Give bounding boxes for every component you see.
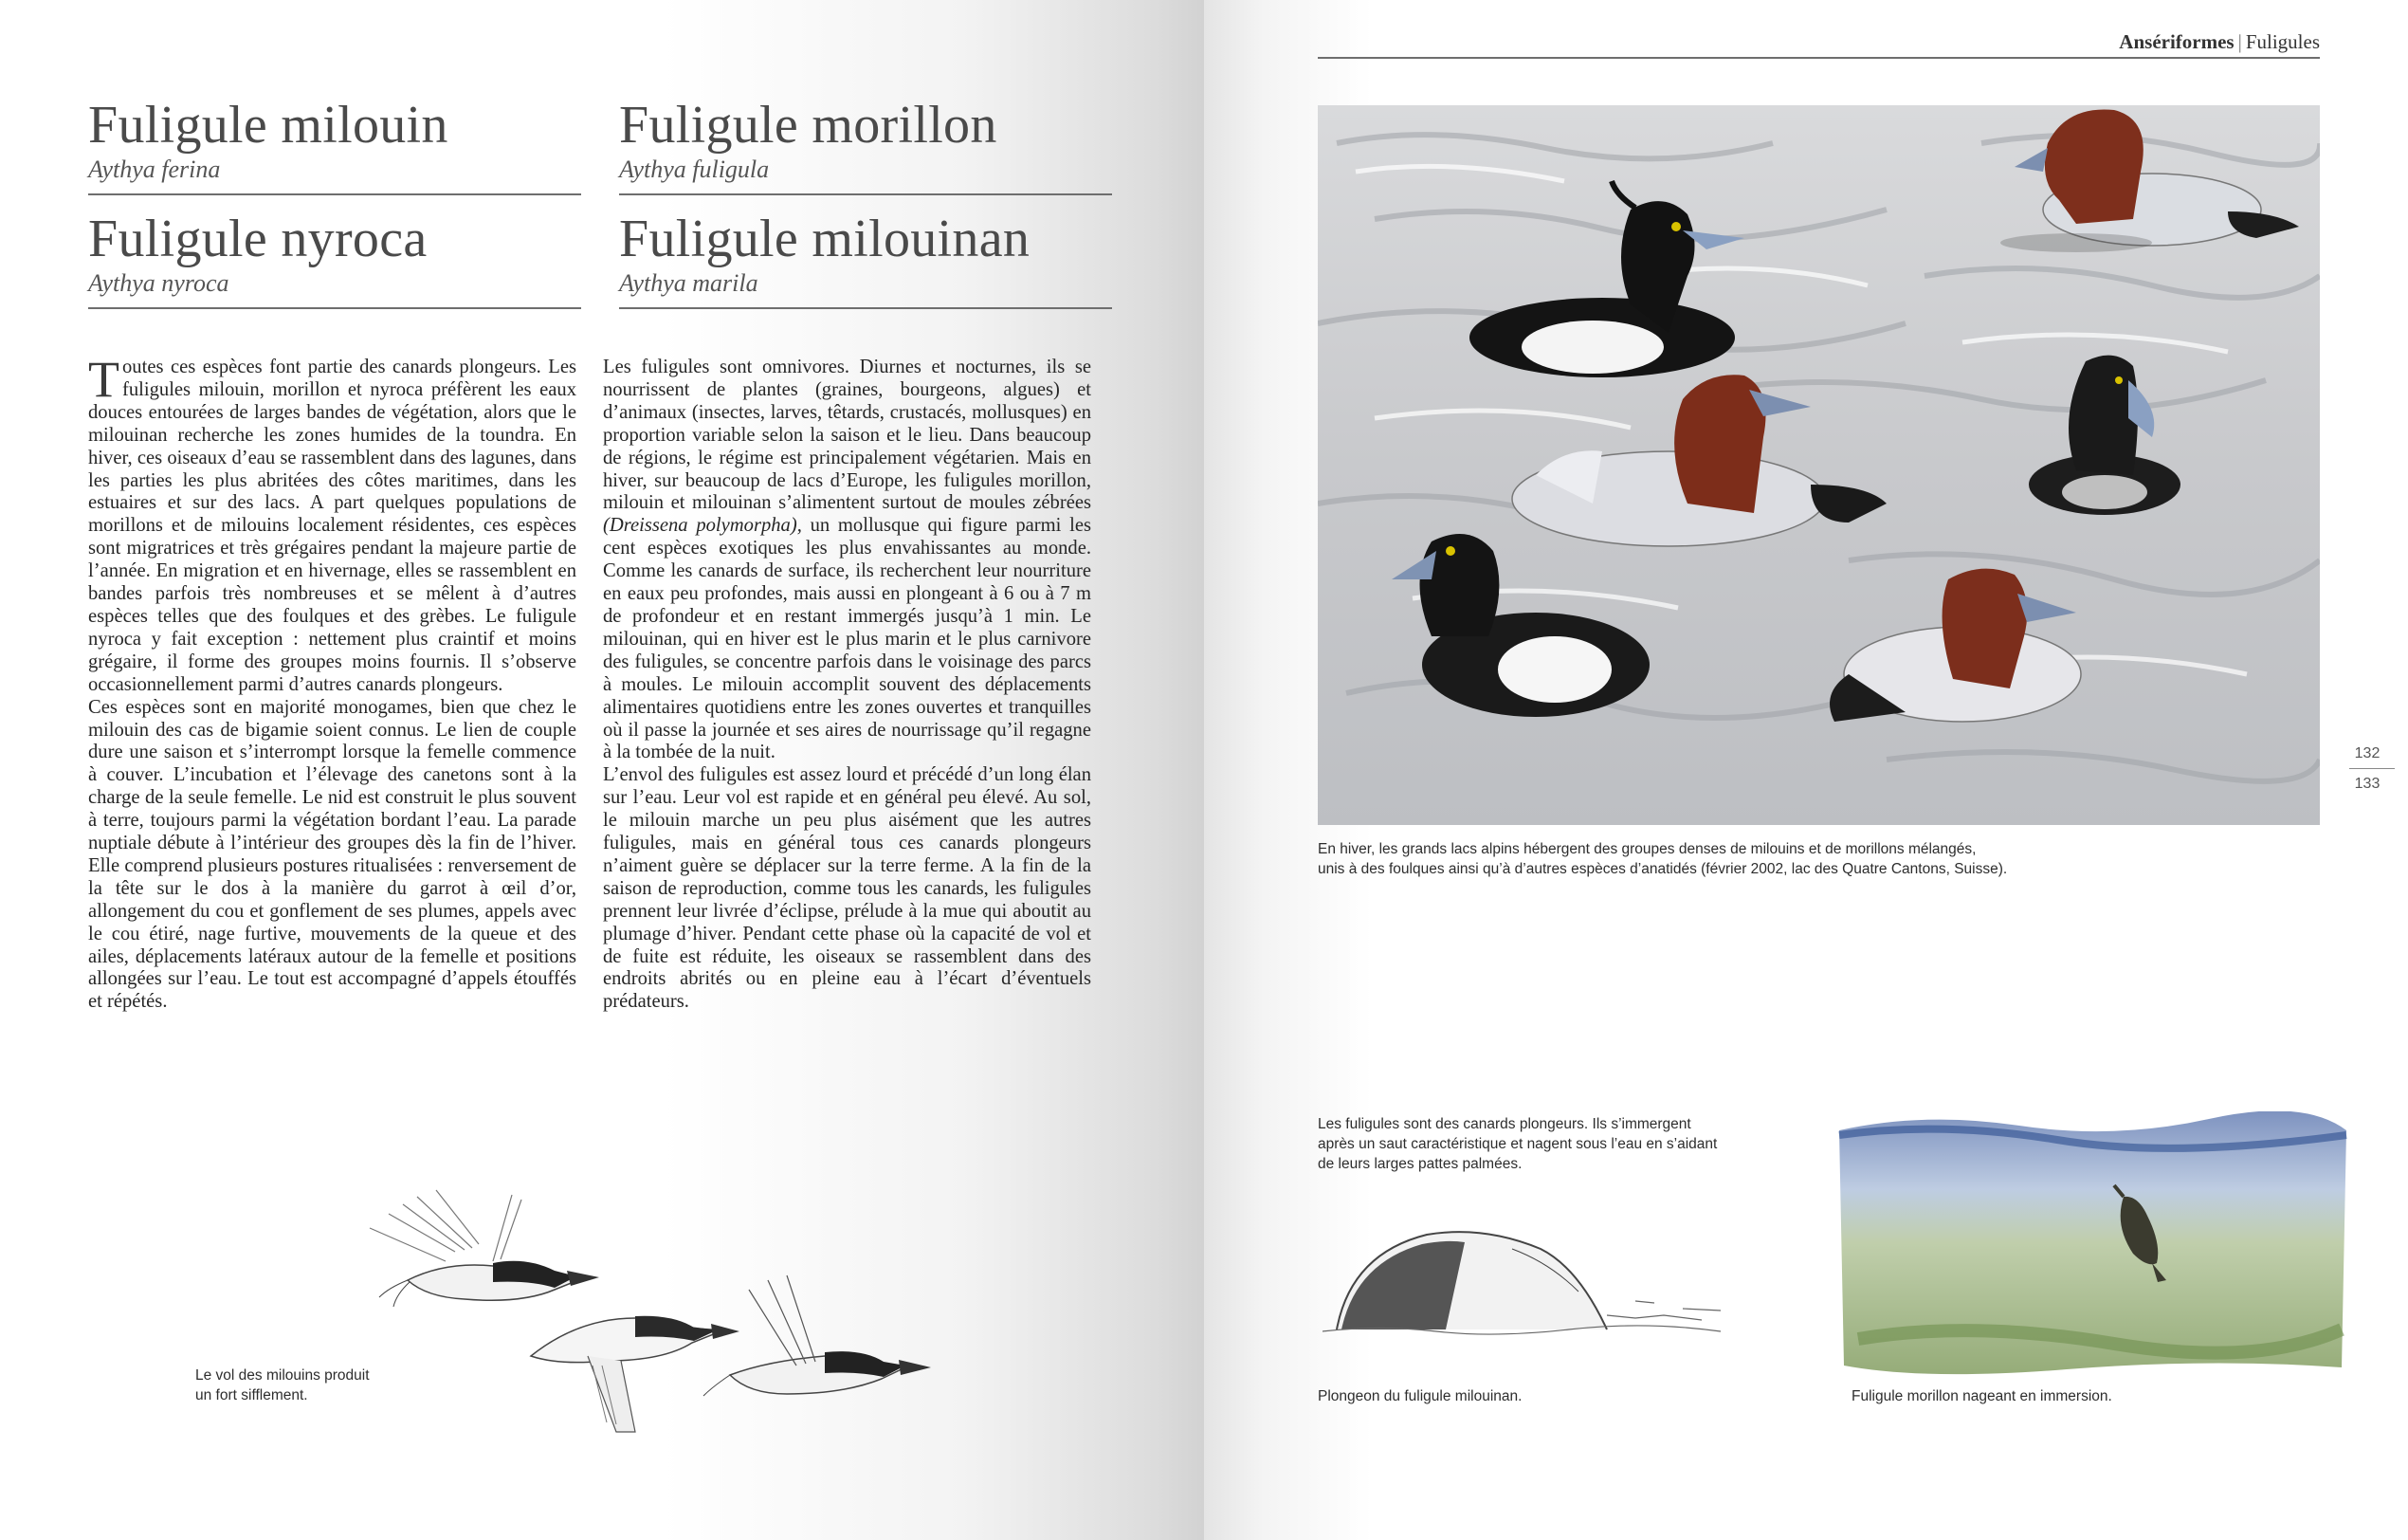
pochard-flight-2 <box>531 1316 739 1432</box>
running-head <box>2119 30 2320 54</box>
species-name: Fuligule nyroca <box>88 210 428 268</box>
caption-line: En hiver, les grands lacs alpins hébergent des groupes denses de milouins et de morillons mélangés, <box>1318 841 1977 857</box>
species-title-2 <box>619 97 1112 195</box>
subsection-name: Fuligules <box>2245 30 2320 53</box>
underwater-caption: Fuligule morillon nageant en immersion. <box>1852 1388 2112 1404</box>
caption-line: de leurs larges pattes palmées. <box>1318 1156 1523 1172</box>
folio-rule <box>2349 768 2395 769</box>
plunge-caption: Plongeon du fuligule milouinan. <box>1318 1388 1523 1404</box>
species-latin-name: Aythya nyroca <box>88 269 229 297</box>
body-column-2 <box>603 357 1091 1014</box>
caption-line: unis à des foulques ainsi qu’à d’autres espèces d’anatidés (février 2002, lac des Quatre Cantons, Suisse). <box>1318 861 2008 877</box>
ducks-painting <box>1318 105 2320 825</box>
pochard-flight-3 <box>703 1275 931 1396</box>
species-title-1 <box>88 97 581 195</box>
paragraph: Ces espèces sont en majorité monogames, bien que chez le milouin des cas de bigamie soient connus. Le lien de couple dure une saison et s’interrompt lorsque la femelle commence à couver. L’incubation et l’élevage des canetons sont à la charge de la seule femelle. Le nid est construit le plus souvent à terre, toujours parmi la végétation bordant l’eau. La parade nuptiale débute à l’intérieur des groupes dès la fin de l’hiver. Elle comprend plusieurs postures ritualisées : renversement de la tête sur le dos à la manière du garrot à œil d’or, allongement du cou et gonflement de ses plumes, appels avec le cou étiré, nage furtive, mouvements de la queue et des ailes, déplacements latéraux autour de la femelle et positions allongées sur l’eau. Le tout est accompagné d’appels étouffés et répétés. <box>88 696 576 1013</box>
section-name: Ansériformes <box>2119 30 2235 53</box>
paragraph: L’envol des fuligules est assez lourd et précédé d’un long élan sur l’eau. Leur vol est rapide et en général peu élevé. Au sol, le milouin marche un peu plus aisément que les autres fuligules, mais en général tous ces canards plongeurs n’aiment guère se déplacer sur la terre ferme. A la fin de la saison de reproduction, comme tous les canards, les fuligules prennent leur livrée d’éclipse, prélude à la mue qui aboutit au plumage d’hiver. Pendant cette phase où la capacité de vol et de fuite est réduite, les oiseaux se rassemblent dans des endroits abrités ou en pleine eau à l’écart d’éventuels prédateurs. <box>603 764 1091 1013</box>
drop-cap: T <box>88 351 119 408</box>
paragraph-text: Les fuligules sont omnivores. Diurnes et nocturnes, ils se nourrissent de plantes (graines, bourgeons, algues) et d’animaux (insectes, larves, têtards, crustacés, mollusques) en proportion variable selon la saison et le lieu. Dans beaucoup de régions, le régime est principalement végétarien. Mais en hiver, sur beaucoup de lacs d’Europe, les fuligules morillon, milouin et milouinan s’alimentent surtout de moules zébrées <box>603 357 1091 514</box>
title-rule <box>619 193 1112 195</box>
page-number-right: 133 <box>2354 776 2381 792</box>
diving-intro-caption <box>1318 1114 1717 1174</box>
species-title-3 <box>88 211 581 309</box>
species-name: Fuligule milouin <box>88 96 448 155</box>
main-painting-caption <box>1318 839 2007 879</box>
caption-line: après un saut caractéristique et nagent sous l’eau en s’aidant <box>1318 1136 1718 1152</box>
page-number-left: 132 <box>2354 745 2381 761</box>
title-rule <box>88 193 581 195</box>
species-name: Fuligule milouinan <box>619 210 1031 268</box>
paragraph <box>88 351 576 697</box>
species-name: Fuligule morillon <box>619 96 997 155</box>
species-latin-name: Aythya marila <box>619 269 758 297</box>
header-rule <box>1318 57 2320 59</box>
caption-line: un fort sifflement. <box>195 1387 308 1403</box>
caption-line: Les fuligules sont des canards plongeurs. Ils s’immergent <box>1318 1116 1691 1132</box>
species-latin-name: Aythya ferina <box>88 156 221 183</box>
plunging-scaup-sketch <box>1323 1197 1797 1339</box>
latin-term: (Dreissena polymorpha), <box>603 515 802 537</box>
paragraph-text: outes ces espèces font partie des canards plongeurs. Les fuligules milouin, morillon et nyroca préfèrent les eaux douces entourées de larges bandes de végétation, alors que le milouinan recherche les zones humides de la toundra. En hiver, ces oiseaux d’eau se rassemblent dans des lagunes, dans les parties les plus abritées des côtes maritimes, dans les estuaires et sur des lacs. A part quelques populations de morillons et de milouins localement résidentes, ces espèces sont migratrices et très grégaires pendant la majeure partie de l’année. En migration et en hivernage, elles se rassemblent en bandes parfois très nombreuses et se mêlent à d’autres espèces telles que des foulques et des grèbes. Le fuligule nyroca y fait exception : nettement plus craintif et moins grégaire, il forme des groupes moins fournis. Il s’observe occasionnellement parmi d’autres canards plongeurs. <box>88 357 576 695</box>
caption-line: Le vol des milouins produit <box>195 1367 370 1384</box>
title-rule <box>88 307 581 309</box>
paragraph <box>603 357 1091 764</box>
flight-caption <box>195 1366 370 1405</box>
species-latin-name: Aythya fuligula <box>619 156 770 183</box>
pochard-flight-1 <box>379 1261 599 1307</box>
underwater-duck-painting <box>1830 1111 2351 1377</box>
separator: | <box>2237 30 2242 53</box>
flying-pochards-sketch <box>351 1176 939 1460</box>
paragraph-text: un mollusque qui figure parmi les cent espèces exotiques les plus envahissantes au monde. Comme les canards de surface, ils recherchent leur nourriture en eaux peu profondes, mais aussi en plongeant à 6 ou à 7 m de profondeur et en restant immergés jusqu’à 1 min. Le milouinan, qui en hiver est le plus marin et le plus carnivore des fuligules, se concentre parfois dans le voisinage des parcs à moules. Le milouin accomplit souvent des déplacements alimentaires quotidiens entre les zones ouvertes et tranquilles où il passe la journée et ses aires de nourrissage qu’il regagne à la tombée de la nuit. <box>603 515 1092 763</box>
body-column-1 <box>88 351 576 1014</box>
species-title-4 <box>619 211 1112 309</box>
title-rule <box>619 307 1112 309</box>
